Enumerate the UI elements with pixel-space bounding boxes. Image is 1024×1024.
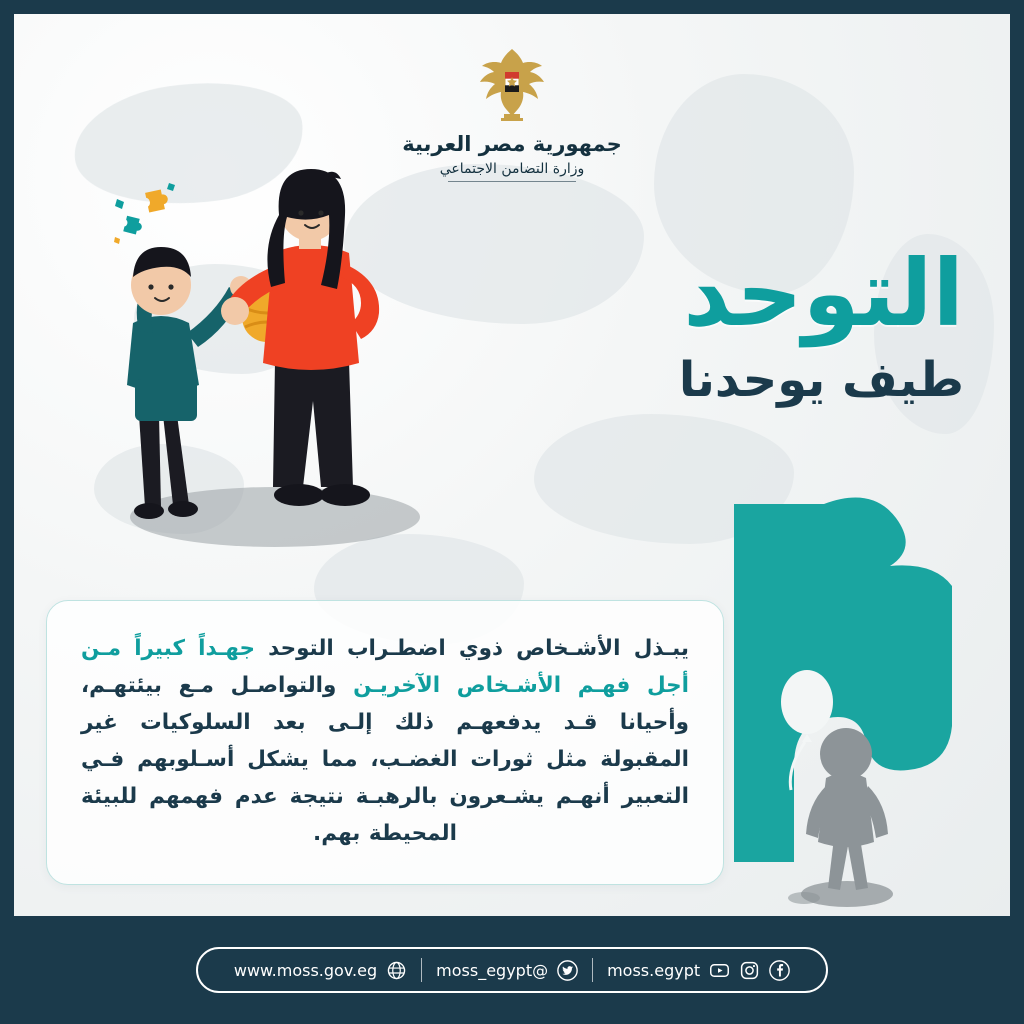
body-text-card [46, 600, 724, 885]
headline-subtitle: طيف يوحدنا [678, 352, 964, 408]
logo-divider [448, 181, 576, 182]
footer-separator-1 [592, 958, 593, 982]
body-seg-3-highlight: مـن أجل فهـم الأشـخاص الآخريـن [81, 636, 689, 698]
website-url[interactable]: www.moss.gov.eg [233, 960, 378, 980]
footer-contact-strip [0, 916, 1024, 1024]
footer-pill [196, 947, 828, 993]
frame-top-border [0, 0, 1024, 14]
logo-country-line: جمهورية مصر العربية [402, 132, 622, 156]
twitter-handle[interactable]: @moss_egypt [436, 960, 549, 980]
instagram-icon[interactable] [739, 960, 760, 981]
youtube-icon[interactable] [709, 960, 730, 981]
logo-ministry-line: وزارة التضامن الاجتماعي [439, 161, 585, 177]
body-seg-2 [121, 636, 134, 661]
facebook-icon[interactable] [769, 960, 790, 981]
frame-right-border [1010, 0, 1024, 1024]
footer-website-group[interactable] [220, 960, 421, 981]
body-seg-1-highlight: جهـداً كبيراً [134, 636, 255, 661]
woman-and-child-playing-with-ball [95, 165, 425, 555]
globe-icon[interactable] [386, 960, 407, 981]
headline-title: التوحد [683, 240, 964, 347]
footer-social-group[interactable] [593, 960, 804, 981]
woman-figure [221, 169, 379, 506]
body-paragraph [81, 631, 689, 853]
twitter-bird-icon[interactable] [557, 960, 578, 981]
facebook-handle[interactable]: moss.egypt [607, 960, 701, 980]
eagle-of-saladin-emblem [475, 46, 549, 124]
footer-twitter-group[interactable] [422, 960, 592, 981]
page-title [678, 240, 964, 408]
puzzle-pieces-icon [114, 183, 175, 244]
footer-separator-2 [421, 958, 422, 982]
body-seg-4: والتواصـل مـع بيئتهـم، وأحيانا قـد يدفعهـم ذلك إلـى بعد السلوكيات غير المقبولة مثل ثورات الغضـب، مما يشكل أسـلوبهم فـي التعبير أنهـم يشـعرون بالرهبـة نتيجة عدم فهمهم للبيئة المحيطة بهم. [81, 672, 689, 846]
frame-left-border [0, 0, 14, 1024]
body-seg-0: يبـذل الأشـخاص ذوي اضطـراب التوحد [254, 636, 689, 661]
child-figure [127, 247, 252, 519]
ministry-logo [0, 46, 1024, 182]
